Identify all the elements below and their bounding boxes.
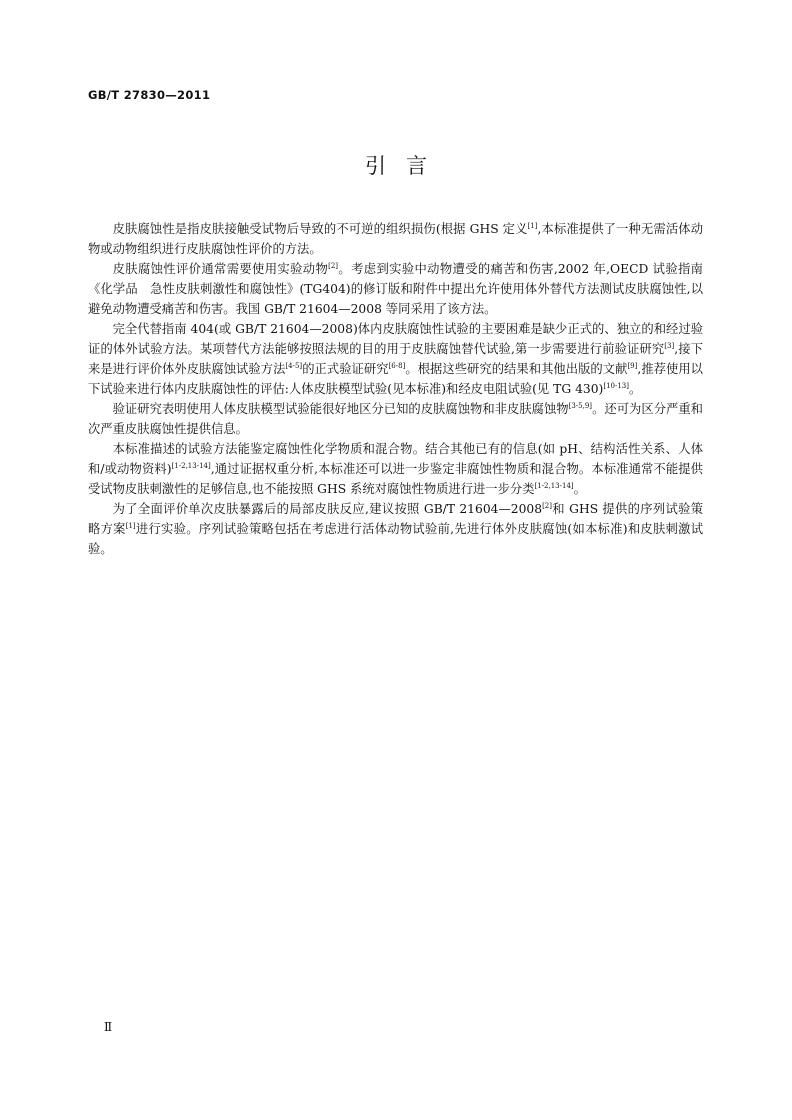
reference-marker: [3] (664, 342, 675, 350)
paragraph-text: 。还可为区分严重和次严重皮肤腐蚀性提供信息。 (88, 402, 703, 436)
reference-marker: [1-2,13-14] (171, 462, 211, 470)
paragraph-4 (88, 399, 703, 439)
paragraph-text: ,本标准提供了一种无需活体动物或动物组织进行皮肤腐蚀性评价的方法。 (88, 222, 703, 256)
paragraph-6 (88, 499, 703, 559)
reference-marker: [2] (328, 262, 339, 270)
paragraph-text: ,接下来是进行评价体外皮肤腐蚀试验方法 (88, 342, 703, 376)
paragraph-text: 。考虑到实验中动物遭受的痛苦和伤害,2002 年,OECD 试验指南《化学品 急性皮肤刺激性和腐蚀性》(TG404)的修订版和附件中提出允许使用体外替代方法测试皮肤腐蚀性,以避免动物遭受痛苦和伤害。我国 GB/T 21604—2008 等同采用了该方法。 (88, 262, 703, 316)
paragraph-text: 为了全面评价单次皮肤暴露后的局部皮肤反应,建议按照 GB/T 21604—2008 (112, 502, 543, 516)
reference-marker: [10-13] (603, 382, 629, 390)
paragraph-text: 。 (629, 382, 642, 396)
reference-marker: [6-8] (388, 362, 406, 370)
page-number: Ⅱ (104, 1020, 113, 1034)
paragraph-text: 的正式验证研究 (302, 362, 389, 376)
title-char-1: 引 (365, 154, 386, 178)
title-char-2: 言 (406, 154, 427, 178)
paragraph-text: 完全代替指南 404(或 GB/T 21604—2008)体内皮肤腐蚀性试验的主要困难是缺少正式的、独立的和经过验证的体外试验方法。某项替代方法能够按照法规的目的用于皮肤腐蚀替代试验,第一步需要进行前验证研究 (88, 322, 703, 356)
paragraph-text: 进行实验。序列试验策略包括在考虑进行活体动物试验前,先进行体外皮肤腐蚀(如本标准)和皮肤刺激试验。 (88, 522, 703, 556)
paragraph-text: 。 (573, 482, 586, 496)
reference-marker: [4-5] (285, 362, 303, 370)
reference-marker: [3-5,9] (568, 402, 593, 410)
paragraph-text: ,推荐使用以下试验来进行体内皮肤腐蚀性的评估:人体皮肤模型试验(见本标准)和经皮电阻试验(见 TG 430) (88, 362, 703, 396)
paragraph-2 (88, 259, 703, 319)
reference-marker: [1-2,13-14] (534, 482, 574, 490)
reference-marker: [1] (527, 222, 538, 230)
page-title (0, 150, 792, 180)
paragraph-text: 本标准描述的试验方法能鉴定腐蚀性化学物质和混合物。结合其他已有的信息(如 pH、结构活性关系、人体和/或动物资料) (88, 442, 703, 476)
paragraph-text: 皮肤腐蚀性是指皮肤接触受试物后导致的不可逆的组织损伤(根据 GHS 定义 (112, 222, 528, 236)
paragraph-3 (88, 319, 703, 399)
body-text (88, 219, 703, 559)
paragraph-text: 验证研究表明使用人体皮肤模型试验能很好地区分已知的皮肤腐蚀物和非皮肤腐蚀物 (112, 402, 569, 416)
paragraph-text: 。根据这些研究的结果和其他出版的文献 (405, 362, 628, 376)
paragraph-text: ,通过证据权重分析,本标准还可以进一步鉴定非腐蚀性物质和混合物。本标准通常不能提供受试物皮肤刺激性的足够信息,也不能按照 GHS 系统对腐蚀性物质进行进一步分类 (88, 462, 703, 496)
reference-marker: [9] (627, 362, 638, 370)
paragraph-5 (88, 439, 703, 499)
standard-code-header: GB/T 27830—2011 (88, 88, 211, 102)
reference-marker: [2] (542, 502, 552, 510)
reference-marker: [1] (125, 522, 136, 530)
paragraph-1 (88, 219, 703, 259)
paragraph-text: 皮肤腐蚀性评价通常需要使用实验动物 (112, 262, 329, 276)
paragraph-text: 和 GHS 提供的序列试验策略方案 (88, 502, 703, 536)
